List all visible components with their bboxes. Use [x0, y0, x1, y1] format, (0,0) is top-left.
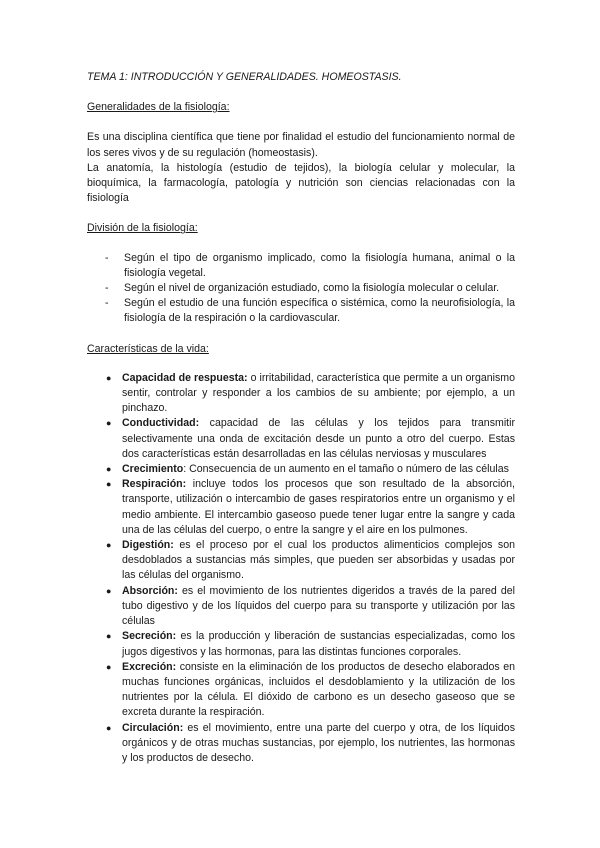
list-item: - Según el estudio de una función específica o sistémica, como la neurofisiología, la fisiología de la respiración o la cardiovascular.: [105, 297, 515, 325]
list-item: - Según el nivel de organización estudiado, como la fisiología molecular o celular.: [105, 282, 500, 295]
list-item: ● Crecimiento: Consecuencia de un aumento en el tamaño o número de las células: [87, 462, 515, 477]
document-title: TEMA 1: INTRODUCCIÓN Y GENERALIDADES. HOMEOSTASIS.: [87, 71, 402, 83]
bullet-icon: ●: [106, 661, 112, 672]
list-item: ● Digestión: es el proceso por el cual los productos alimenticios complejos son desdoblados a sustancias más simples, que pueden ser absorbidas y usadas por las células del organismo.: [106, 539, 515, 582]
list-item: ● Secreción: es la producción y liberación de sustancias especializadas, como los jugos digestivos y las hormonas, para las distintas funciones corporales.: [106, 630, 515, 658]
bullet-icon: ●: [106, 479, 112, 490]
paragraph-definition: Es una disciplina científica que tiene por finalidad el estudio del funcionamiento normal de los seres vivos y de su regulación (homeostasis).: [87, 131, 515, 159]
list-item: ● Excreción: consiste en la eliminación de los productos de desecho elaborados en muchas funciones orgánicas, incluidos el desdoblamiento y la utilización de los nutrientes por la célula. El dióxido de carbono es un desecho gaseoso que se excreta durante la respiración.: [106, 660, 515, 719]
list-item: - Según el tipo de organismo implicado, como la fisiología humana, animal o la fisiología vegetal.: [105, 251, 515, 279]
list-item: ● Capacidad de respuesta: o irritabilidad, característica que permite a un organismo sentir, controlar y responder a los cambios de su ambiente; por ejemplo, a un pinchazo.: [106, 371, 515, 415]
characteristics-list: [87, 371, 515, 766]
bullet-icon: ●: [106, 585, 112, 596]
document-content: [87, 70, 515, 766]
list-item: ● Absorción: es el movimiento de los nutrientes digeridos a través de la pared del tubo digestivo y de los líquidos del cuerpo para su transporte y utilización por las células: [106, 584, 515, 628]
bullet-icon: ●: [106, 722, 112, 733]
section-heading-division: División de la fisiología:: [87, 222, 198, 235]
section-heading-generalidades: Generalidades de la fisiología:: [87, 101, 230, 114]
list-item: ● Circulación: es el movimiento, entre una parte del cuerpo y otra, de los líquidos orgánicos y de otras muchas sustancias, por ejemplo, los nutrientes, las hormonas y los productos de desecho.: [106, 721, 515, 764]
bullet-icon: ●: [106, 372, 112, 383]
division-list: [87, 251, 515, 327]
paragraph-related-sciences: La anatomía, la histología (estudio de tejidos), la biología celular y molecular, la bioquímica, la farmacología, patología y nutrición son ciencias relacionadas con la fisiología: [87, 161, 515, 205]
list-item: ● Respiración: incluye todos los procesos que son resultado de la absorción, transporte, utilización o intercambio de gases respiratorios entre un organismo y el medio ambiente. El intercambio gaseoso puede tener lugar entre la sangre y cada una de las células del cuerpo, o entre la sangre y el aire en los pulmones.: [106, 478, 515, 536]
bullet-icon: ●: [106, 418, 112, 429]
list-item: ● Conductividad: capacidad de las células y los tejidos para transmitir selectivamente una onda de excitación desde un punto a otro del cuerpo. Estas dos características están desarrolladas en las células nerviosas y musculares: [106, 417, 515, 460]
bullet-icon: ●: [106, 631, 112, 642]
section-heading-caracteristicas: Características de la vida:: [87, 342, 209, 355]
bullet-icon: ●: [106, 540, 112, 551]
bullet-icon: ●: [106, 464, 112, 475]
